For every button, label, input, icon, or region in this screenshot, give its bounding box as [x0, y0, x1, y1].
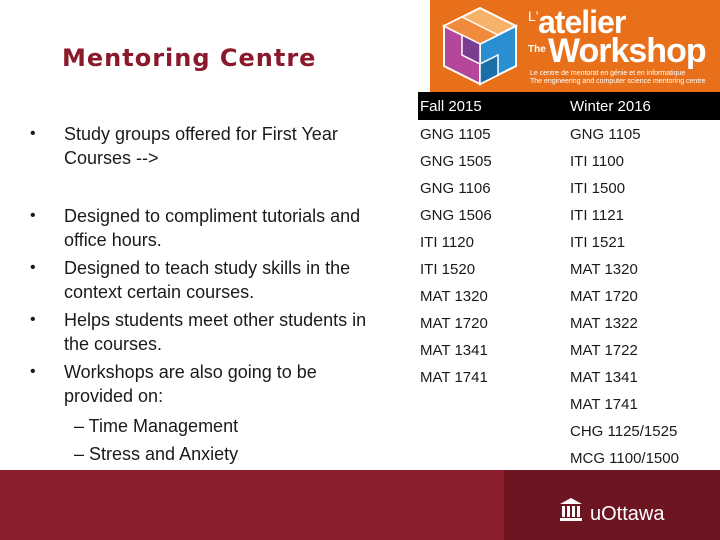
bullet-dot: •: [30, 207, 36, 224]
logo-l-apostrophe: L': [528, 8, 539, 24]
winter-course-cell: CHG 1125/1525: [570, 423, 678, 440]
winter-course-cell: MAT 1341: [570, 369, 638, 386]
winter-course-cell: MAT 1720: [570, 288, 638, 305]
page-title: Mentoring Centre: [62, 44, 317, 72]
logo-subtitle-fr: Le centre de mentorat en génie et en informatique: [530, 70, 686, 77]
logo-subtitle-en: The engineering and computer science mentoring centre: [530, 78, 706, 85]
footer-bar: [0, 470, 720, 540]
fall-course-cell: MAT 1741: [420, 369, 488, 386]
bullet-text: Workshops are also going to be provided on:: [64, 362, 317, 406]
workshop-logo: [430, 0, 720, 92]
bullet-item-compliment: [30, 204, 390, 252]
winter-course-cell: MAT 1320: [570, 261, 638, 278]
bullet-dot: •: [30, 363, 36, 380]
winter-course-cell: MAT 1322: [570, 315, 638, 332]
bullet-text: Designed to teach study skills in the context certain courses.: [64, 258, 351, 302]
fall-course-cell: GNG 1506: [420, 207, 492, 224]
fall-course-cell: GNG 1106: [420, 180, 491, 197]
course-table: [418, 92, 720, 472]
footer-brand-panel: [504, 470, 720, 540]
sub-bullet-stress-anxiety: – Stress and Anxiety: [74, 444, 239, 464]
fall-course-cell: ITI 1520: [420, 261, 476, 278]
fall-course-cell: MAT 1341: [420, 342, 488, 359]
bullet-item-study-groups: [30, 122, 390, 170]
bullet-dot: •: [30, 125, 36, 142]
bullet-text: Helps students meet other students in the courses.: [64, 310, 367, 354]
bullet-item-workshops: [30, 360, 390, 408]
winter-course-cell: ITI 1500: [570, 180, 626, 197]
winter-course-cell: MCG 1100/1500: [570, 450, 679, 467]
header-fall-2015: Fall 2015: [420, 98, 482, 115]
logo-atelier: atelier: [538, 4, 626, 40]
winter-course-cell: MAT 1741: [570, 396, 638, 413]
fall-course-cell: GNG 1105: [420, 126, 491, 143]
winter-course-cell: MAT 1722: [570, 342, 638, 359]
logo-workshop: Workshop: [548, 32, 706, 70]
fall-course-cell: ITI 1120: [420, 234, 474, 251]
bullet-dot: •: [30, 311, 36, 328]
uottawa-wordmark: uOttawa: [590, 503, 665, 525]
bullet-item-study-skills: [30, 256, 390, 304]
bullet-item-meet-students: [30, 308, 390, 356]
winter-course-cell: ITI 1100: [570, 153, 624, 170]
sub-bullet-time-management: – Time Management: [74, 416, 239, 436]
fall-course-cell: GNG 1505: [420, 153, 492, 170]
bullet-text: Study groups offered for First Year Courses -->: [64, 124, 338, 168]
bullet-text: Designed to compliment tutorials and office hours.: [64, 206, 361, 250]
winter-course-cell: ITI 1121: [570, 207, 624, 224]
logo-the: The: [528, 44, 546, 55]
fall-course-cell: MAT 1720: [420, 315, 488, 332]
table-header: [418, 92, 720, 120]
bullet-dot: •: [30, 259, 36, 276]
fall-course-cell: MAT 1320: [420, 288, 488, 305]
cube-logo-icon: [438, 4, 522, 88]
winter-course-cell: GNG 1105: [570, 126, 641, 143]
university-building-icon: [558, 496, 584, 522]
logo-subtitle: [530, 70, 710, 86]
header-winter-2016: Winter 2016: [570, 98, 651, 115]
winter-course-cell: ITI 1521: [570, 234, 626, 251]
